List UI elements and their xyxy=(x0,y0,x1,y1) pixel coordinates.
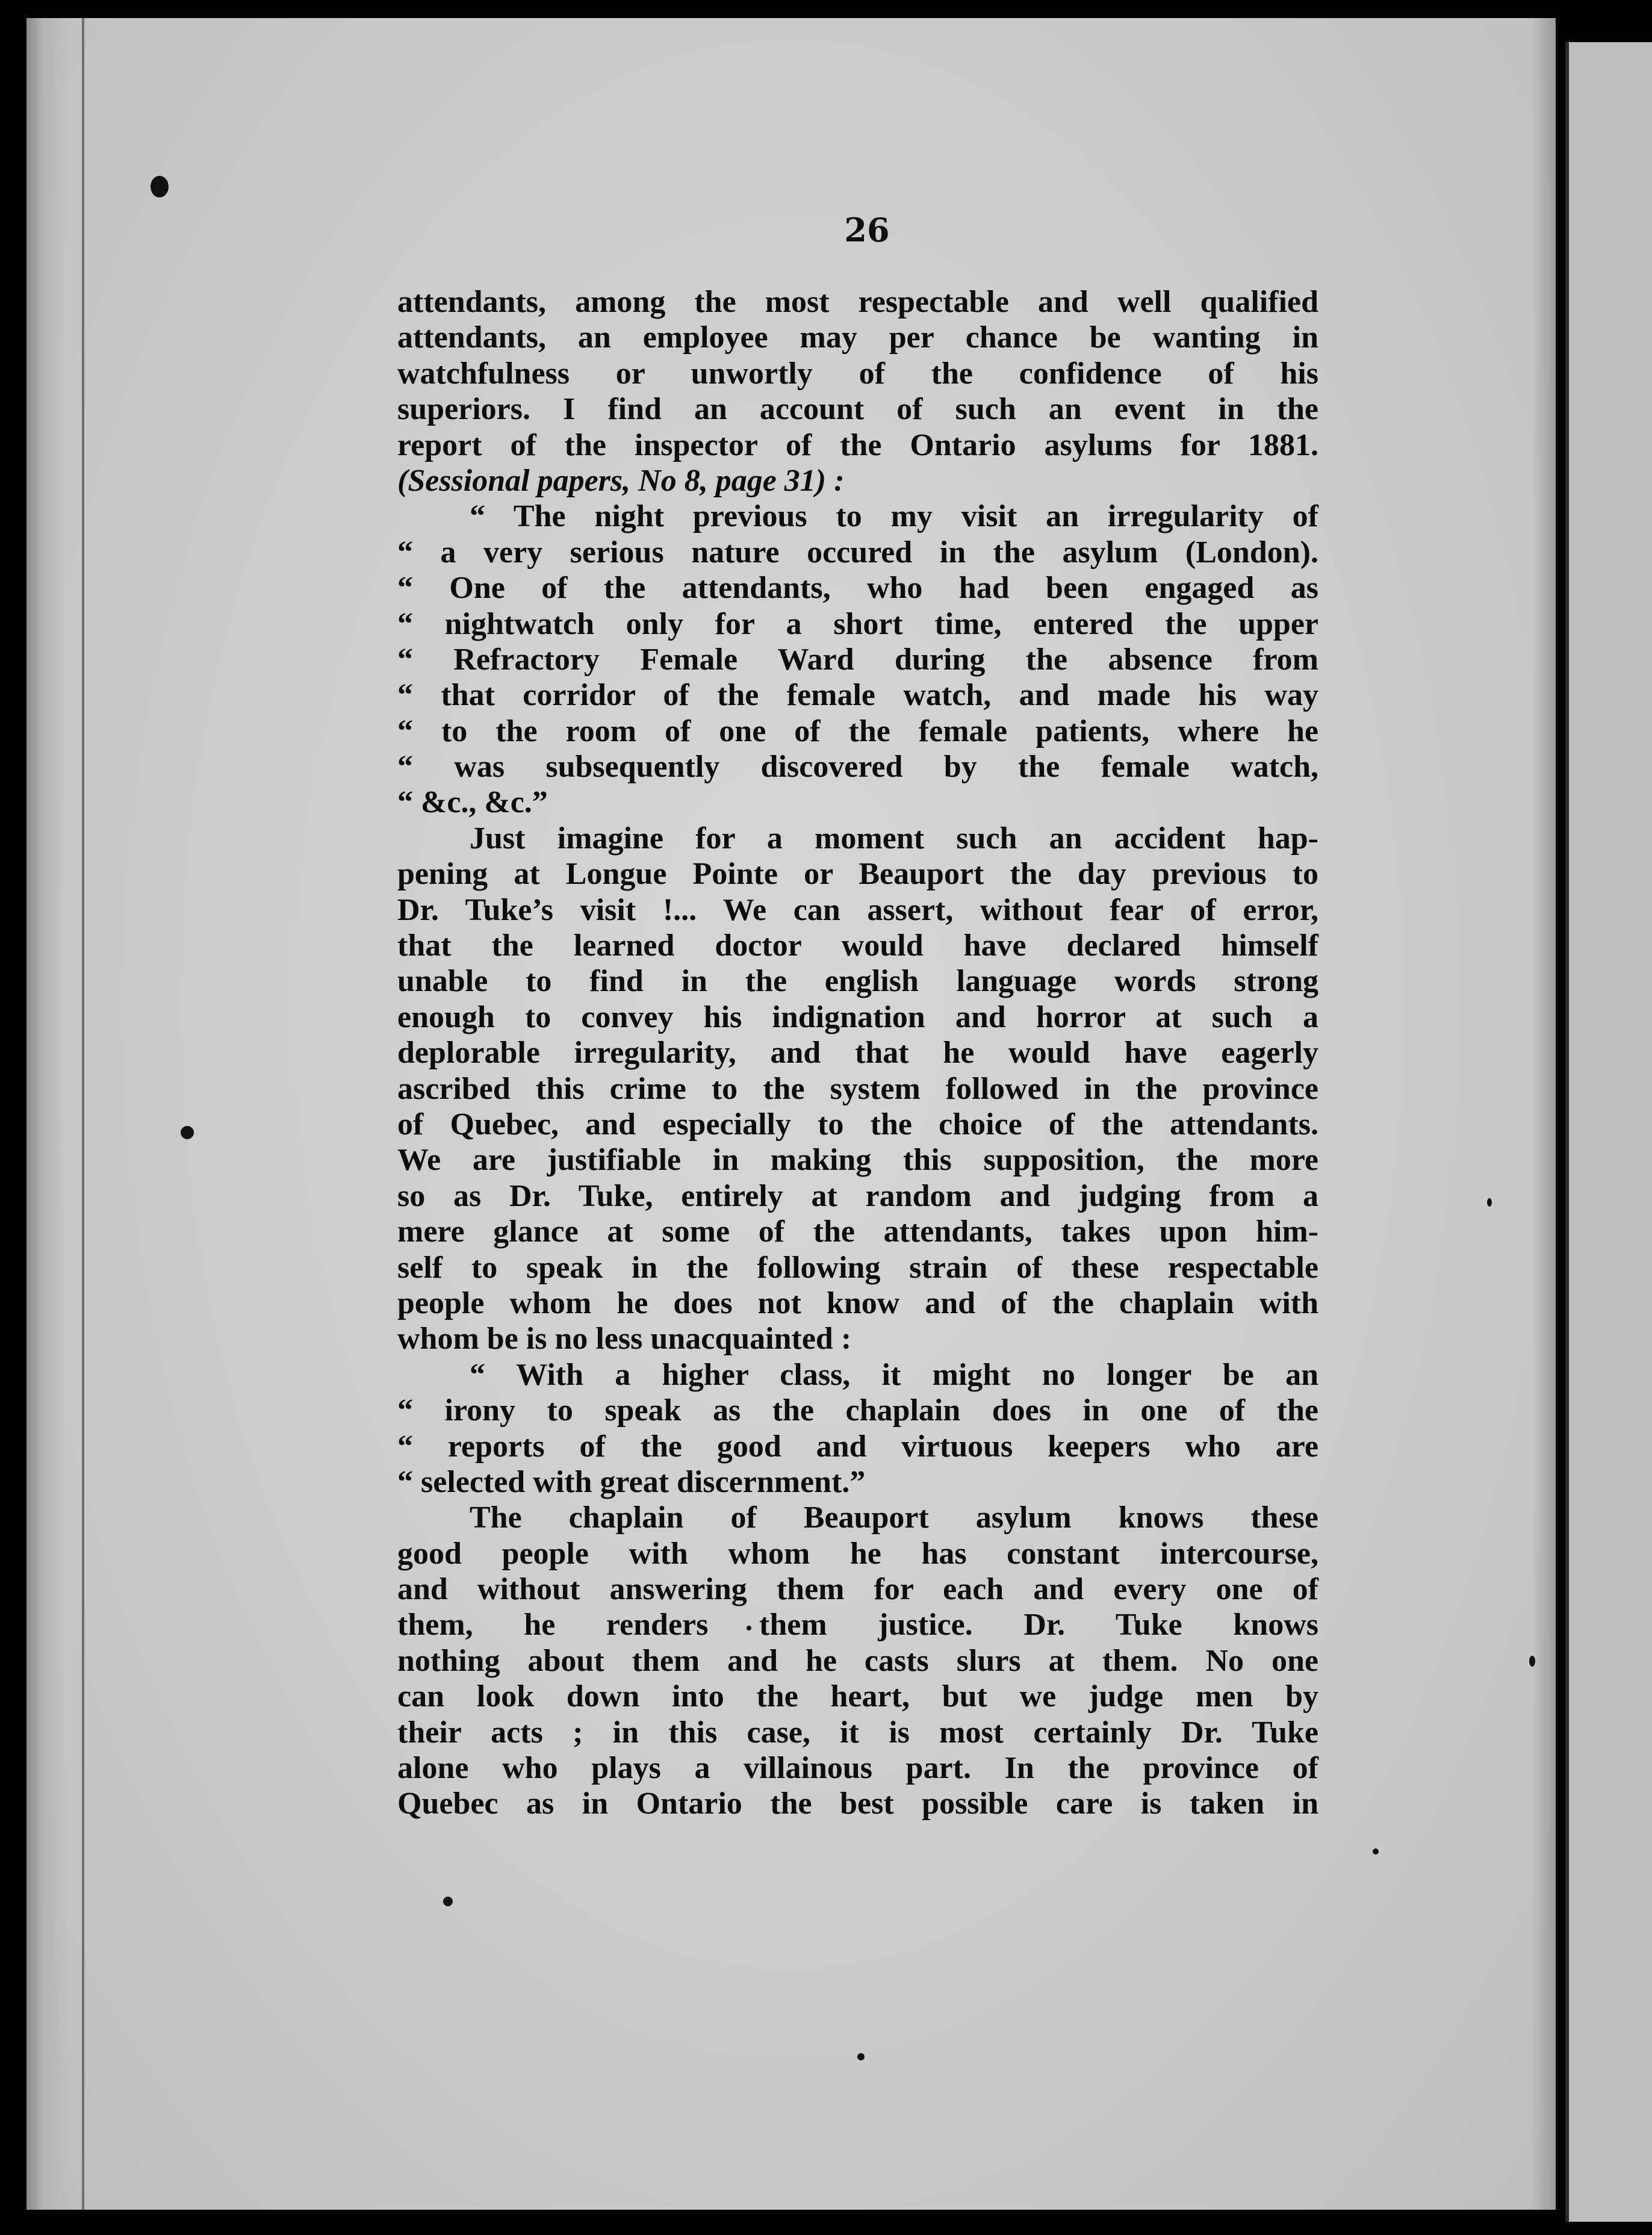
text-line: “ to the room of one of the female patients, where he xyxy=(397,713,1318,748)
text-line: can look down into the heart, but we judge men by xyxy=(397,1679,1318,1714)
text-line: Dr. Tuke’s visit !... We can assert, without fear of error, xyxy=(397,892,1318,927)
text-line: superiors. I find an account of such an event in the xyxy=(397,392,1318,427)
page-shadow-right xyxy=(1532,18,1556,2210)
ink-speck xyxy=(1529,1656,1535,1667)
ink-speck xyxy=(181,1126,194,1139)
text-line: “ irony to speak as the chaplain does in one of the xyxy=(397,1393,1318,1428)
text-line: “ With a higher class, it might no longer be an xyxy=(470,1357,1318,1392)
ink-speck xyxy=(1487,1198,1492,1207)
text-line: ascribed this crime to the system followed in the province xyxy=(397,1071,1318,1106)
text-line: “ One of the attendants, who had been engaged as xyxy=(397,571,1318,606)
text-line: The chaplain of Beauport asylum knows these xyxy=(470,1500,1318,1535)
text-line: “ The night previous to my visit an irregularity of xyxy=(470,499,1318,534)
text-line: nothing about them and he casts slurs at them. No one xyxy=(397,1643,1318,1678)
text-line: enough to convey his indignation and horror at such a xyxy=(397,999,1318,1034)
text-line: “ Refractory Female Ward during the absence from xyxy=(397,642,1318,677)
text-line: (Sessional papers, No 8, page 31) : xyxy=(397,463,845,498)
text-line: whom be is no less unacquainted : xyxy=(397,1322,852,1357)
text-line: them, he renders them justice. Dr. Tuke knows xyxy=(397,1608,1318,1643)
page-border-rule xyxy=(82,18,84,2210)
text-line: report of the inspector of the Ontario asylums for 1881. xyxy=(397,427,1318,462)
adjacent-page-edge xyxy=(1565,42,1652,2222)
text-line: unable to find in the english language words strong xyxy=(397,964,1318,999)
text-line: deplorable irregularity, and that he would have eagerly xyxy=(397,1036,1318,1071)
ink-speck xyxy=(443,1897,453,1906)
text-line: Just imagine for a moment such an accident hap- xyxy=(470,821,1318,856)
ink-speck xyxy=(857,2053,865,2060)
page-number: 26 xyxy=(844,211,890,249)
text-line: mere glance at some of the attendants, takes upon him- xyxy=(397,1214,1318,1249)
text-line: attendants, among the most respectable and well qualified xyxy=(397,285,1318,319)
text-line: “ &c., &c.” xyxy=(397,785,548,820)
text-line: “ that corridor of the female watch, and made his way xyxy=(397,678,1318,713)
text-line: their acts ; in this case, it is most certainly Dr. Tuke xyxy=(397,1715,1318,1750)
text-line: so as Dr. Tuke, entirely at random and judging from a xyxy=(397,1178,1318,1213)
text-line: “ a very serious nature occured in the asylum (London). xyxy=(397,535,1318,570)
ink-speck xyxy=(1373,1848,1379,1854)
text-line: that the learned doctor would have declared himself xyxy=(397,928,1318,963)
text-line: people whom he does not know and of the chaplain with xyxy=(397,1285,1318,1320)
text-line: good people with whom he has constant intercourse, xyxy=(397,1536,1318,1571)
text-line: self to speak in the following strain of these respectable xyxy=(397,1250,1318,1285)
text-line: and without answering them for each and every one of xyxy=(397,1572,1318,1607)
text-line: “ nightwatch only for a short time, entered the upper xyxy=(397,606,1318,641)
body-text xyxy=(397,284,1318,1822)
text-line: pening at Longue Pointe or Beauport the day previous to xyxy=(397,857,1318,892)
text-line: “ was subsequently discovered by the female watch, xyxy=(397,750,1318,785)
text-line: We are justifiable in making this supposition, the more xyxy=(397,1143,1318,1178)
page-shadow-left xyxy=(26,18,69,2210)
text-line: of Quebec, and especially to the choice of the attendants. xyxy=(397,1107,1318,1142)
text-line: “ selected with great discernment.” xyxy=(397,1464,866,1499)
ink-speck xyxy=(151,176,169,197)
text-line: watchfulness or unwortly of the confidence of his xyxy=(397,356,1318,391)
text-line: “ reports of the good and virtuous keepers who are xyxy=(397,1429,1318,1464)
text-line: attendants, an employee may per chance be wanting in xyxy=(397,320,1318,355)
text-line: Quebec as in Ontario the best possible care is taken in xyxy=(397,1786,1318,1821)
text-line: alone who plays a villainous part. In the province of xyxy=(397,1751,1318,1786)
